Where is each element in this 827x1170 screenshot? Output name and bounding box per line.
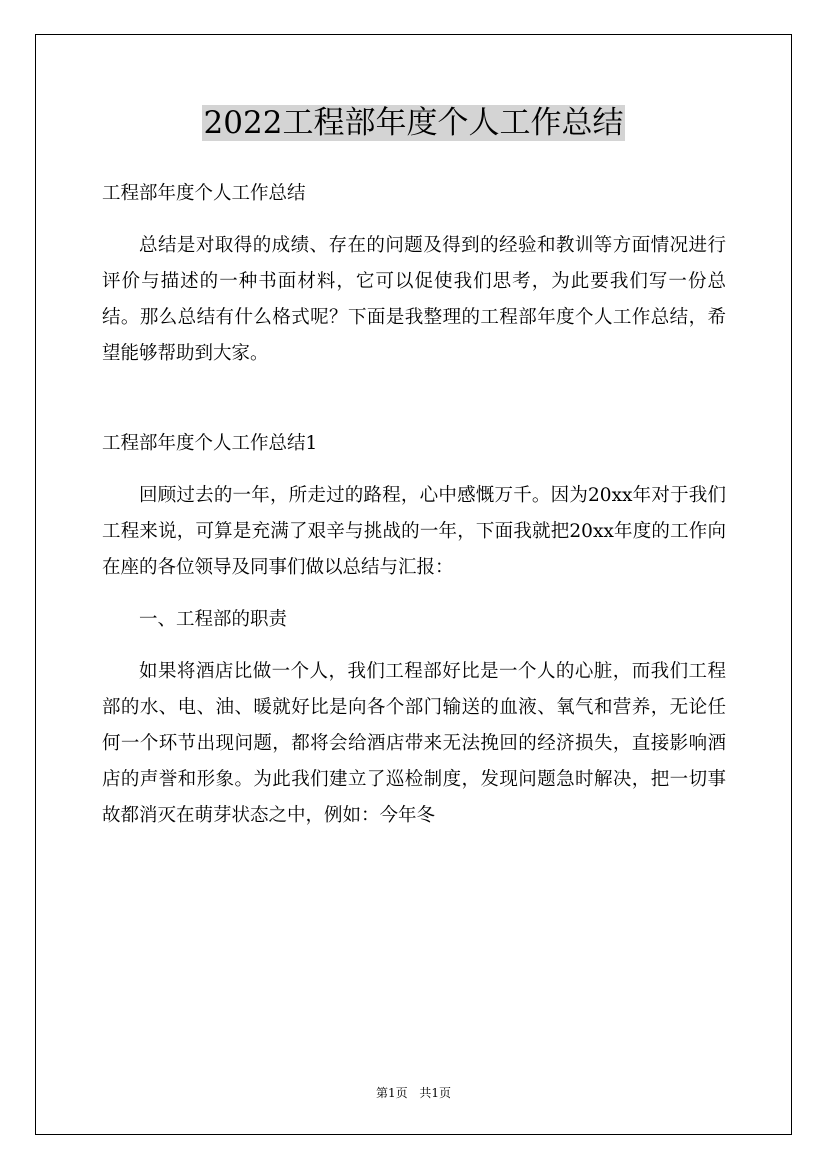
blank-gap: [102, 372, 726, 426]
page-number-total: 共1页: [419, 1086, 452, 1100]
document-body: [102, 176, 726, 834]
page-footer: [0, 1085, 827, 1101]
section-paragraph: 如果将酒店比做一个人，我们工程部好比是一个人的心脏，而我们工程部的水、电、油、暖就好比是向各个部门输送的血液、氧气和营养，无论任何一个环节出现问题，都将会给酒店带来无法挽回的经济损失，直接影响酒店的声誉和形象。为此我们建立了巡检制度，发现问题急时解决，把一切事故都消灭在萌芽状态之中，例如：今年冬: [102, 661, 726, 826]
subsection-heading: 一、工程部的职责: [139, 609, 288, 630]
subtitle: 工程部年度个人工作总结: [102, 183, 306, 204]
page-number-current: 第1页: [375, 1086, 408, 1100]
section-heading: 工程部年度个人工作总结1: [102, 433, 318, 454]
intro-paragraph: 总结是对取得的成绩、存在的问题及得到的经验和教训等方面情况进行评价与描述的一种书面材料，它可以促使我们思考，为此要我们写一份总结。那么总结有什么格式呢？下面是我整理的工程部年度个人工作总结，希望能够帮助到大家。: [102, 235, 726, 364]
section-paragraph: 回顾过去的一年，所走过的路程，心中感慨万千。因为20xx年对于我们工程来说，可算是充满了艰辛与挑战的一年，下面我就把20xx年度的工作向在座的各位领导及同事们做以总结与汇报：: [102, 485, 726, 578]
document-title: [0, 102, 827, 144]
document-title-text: 2022工程部年度个人工作总结: [203, 105, 624, 141]
